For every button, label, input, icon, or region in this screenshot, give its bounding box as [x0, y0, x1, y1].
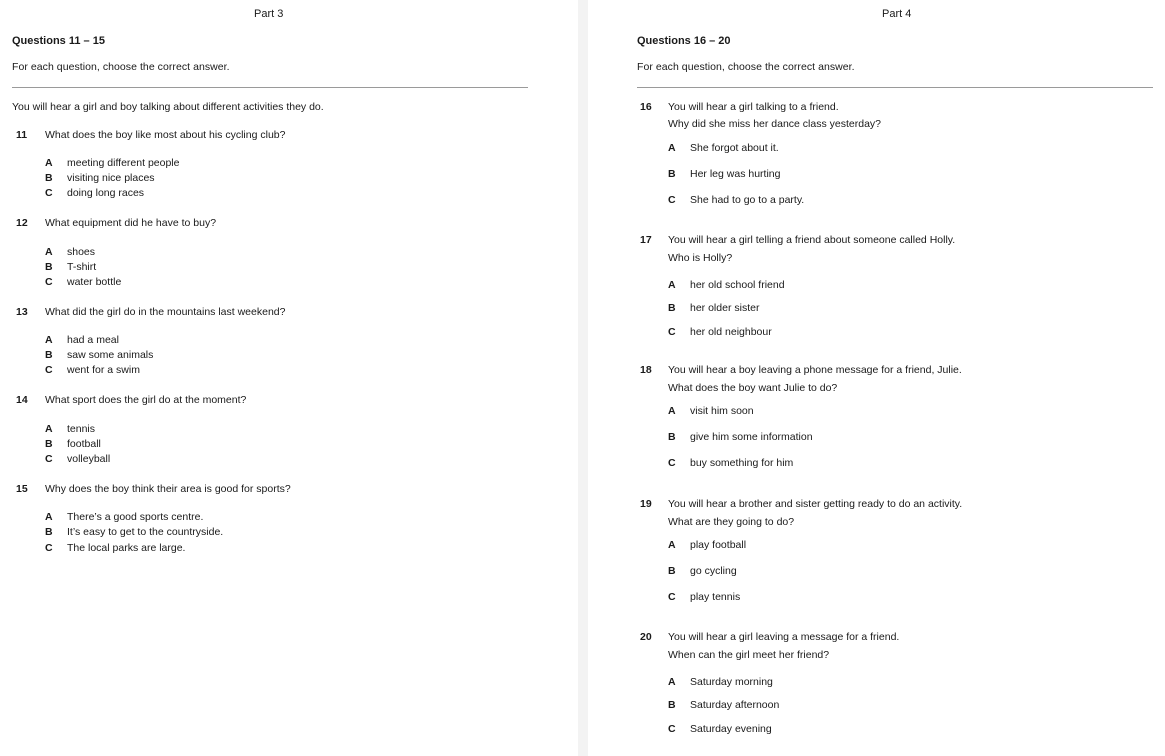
option-a[interactable]: visit him soon [690, 405, 754, 417]
question-text: What sport does the girl do at the moment? [45, 394, 247, 406]
option-b[interactable]: her older sister [690, 302, 760, 314]
option-letter: B [45, 172, 53, 184]
option-a[interactable]: shoes [67, 246, 96, 258]
part3-intro: You will hear a girl and boy talking about different activities they do. [12, 101, 324, 113]
question-number: 11 [16, 129, 28, 141]
question-text: What did the girl do in the mountains last weekend? [45, 306, 286, 318]
question-text: Why did she miss her dance class yesterday? [668, 118, 882, 130]
option-a[interactable]: her old school friend [690, 279, 785, 291]
option-letter: B [45, 526, 53, 538]
option-letter: B [668, 699, 676, 711]
option-c[interactable]: volleyball [67, 453, 111, 465]
option-letter: C [668, 723, 676, 735]
option-letter: A [45, 423, 53, 435]
part4-questions-heading: Questions 16 – 20 [637, 35, 731, 47]
option-c[interactable]: The local parks are large. [67, 542, 186, 554]
option-a[interactable]: She forgot about it. [690, 142, 779, 154]
part3-questions-heading: Questions 11 – 15 [12, 35, 105, 47]
question-text: What are they going to do? [668, 516, 795, 528]
option-c[interactable]: water bottle [67, 276, 122, 288]
option-letter: B [45, 438, 53, 450]
option-letter: A [45, 157, 53, 169]
option-letter: C [668, 326, 676, 338]
option-c[interactable]: buy something for him [690, 457, 794, 469]
part3-page [0, 0, 578, 756]
part3-divider [12, 87, 528, 88]
question-text: Who is Holly? [668, 252, 733, 264]
question-number: 15 [16, 483, 28, 495]
option-letter: B [45, 261, 53, 273]
question-number: 14 [16, 394, 28, 406]
option-letter: A [668, 539, 676, 551]
part4-divider [637, 87, 1153, 88]
option-letter: A [45, 246, 53, 258]
part3-title: Part 3 [254, 8, 284, 20]
option-b[interactable]: It’s easy to get to the countryside. [67, 526, 224, 538]
part4-instruction: For each question, choose the correct answer. [637, 61, 855, 73]
option-letter: B [668, 565, 676, 577]
option-b[interactable]: visiting nice places [67, 172, 155, 184]
question-text: What does the boy like most about his cycling club? [45, 129, 286, 141]
option-a[interactable]: There’s a good sports centre. [67, 511, 204, 523]
question-context: You will hear a brother and sister getting ready to do an activity. [668, 498, 963, 510]
part4-title: Part 4 [882, 8, 912, 20]
question-number: 16 [640, 101, 652, 113]
option-letter: B [668, 302, 676, 314]
part3-instruction: For each question, choose the correct answer. [12, 61, 230, 73]
option-letter: A [45, 511, 53, 523]
option-b[interactable]: Her leg was hurting [690, 168, 781, 180]
option-letter: A [668, 279, 676, 291]
page-gutter [578, 0, 588, 756]
option-b[interactable]: go cycling [690, 565, 737, 577]
option-a[interactable]: Saturday morning [690, 676, 773, 688]
question-number: 18 [640, 364, 652, 376]
option-letter: A [668, 142, 676, 154]
option-letter: A [668, 676, 676, 688]
question-context: You will hear a boy leaving a phone message for a friend, Julie. [668, 364, 962, 376]
option-letter: A [45, 334, 53, 346]
option-c[interactable]: her old neighbour [690, 326, 772, 338]
option-b[interactable]: T-shirt [67, 261, 97, 273]
option-letter: B [45, 349, 53, 361]
option-letter: C [45, 364, 53, 376]
question-text: Why does the boy think their area is good for sports? [45, 483, 291, 495]
option-a[interactable]: had a meal [67, 334, 119, 346]
option-letter: C [668, 591, 676, 603]
option-letter: A [668, 405, 676, 417]
option-letter: C [668, 457, 676, 469]
option-letter: C [45, 276, 53, 288]
question-context: You will hear a girl talking to a friend. [668, 101, 839, 113]
option-c[interactable]: Saturday evening [690, 723, 772, 735]
question-number: 12 [16, 217, 28, 229]
question-text: What does the boy want Julie to do? [668, 382, 838, 394]
option-b[interactable]: saw some animals [67, 349, 154, 361]
option-letter: C [668, 194, 676, 206]
option-c[interactable]: She had to go to a party. [690, 194, 805, 206]
question-number: 17 [640, 234, 652, 246]
option-c[interactable]: doing long races [67, 187, 145, 199]
option-letter: C [45, 542, 53, 554]
question-text: What equipment did he have to buy? [45, 217, 217, 229]
option-letter: C [45, 453, 53, 465]
option-a[interactable]: play football [690, 539, 747, 551]
option-b[interactable]: football [67, 438, 101, 450]
option-b[interactable]: give him some information [690, 431, 813, 443]
question-number: 20 [640, 631, 652, 643]
option-letter: B [668, 431, 676, 443]
option-a[interactable]: meeting different people [67, 157, 180, 169]
part4-page [588, 0, 1165, 756]
option-a[interactable]: tennis [67, 423, 96, 435]
question-text: When can the girl meet her friend? [668, 649, 830, 661]
question-context: You will hear a girl leaving a message for a friend. [668, 631, 900, 643]
option-c[interactable]: play tennis [690, 591, 741, 603]
option-c[interactable]: went for a swim [67, 364, 140, 376]
question-number: 13 [16, 306, 28, 318]
option-letter: C [45, 187, 53, 199]
question-number: 19 [640, 498, 652, 510]
option-letter: B [668, 168, 676, 180]
question-context: You will hear a girl telling a friend about someone called Holly. [668, 234, 956, 246]
option-b[interactable]: Saturday afternoon [690, 699, 780, 711]
